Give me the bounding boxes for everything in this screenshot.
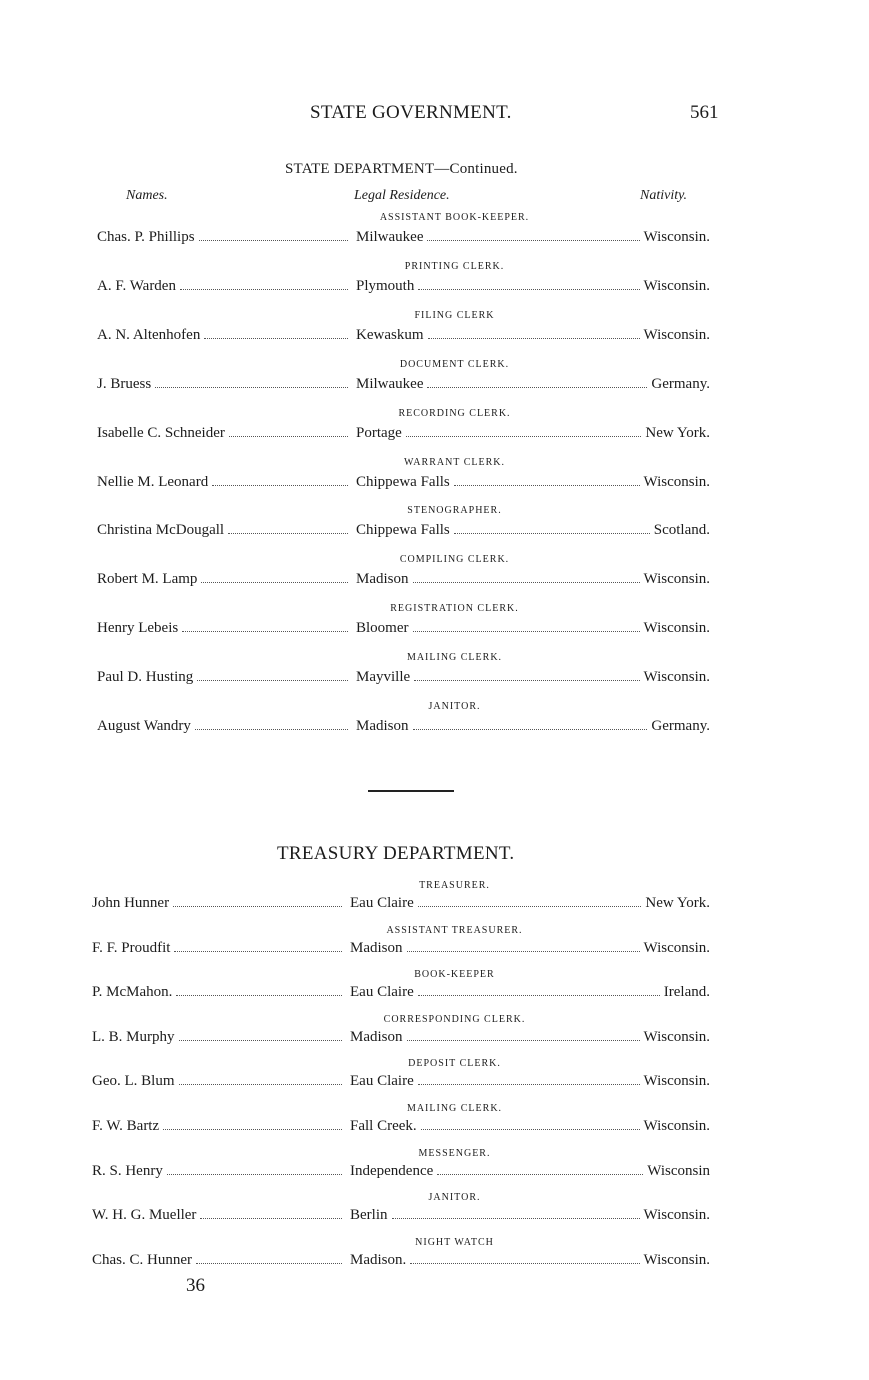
- entry-name-cell: [97, 376, 352, 396]
- entry-residence-cell: [350, 1118, 710, 1138]
- role-heading: REGISTRATION CLERK.: [390, 603, 519, 615]
- dot-leader: [197, 680, 348, 681]
- legal-residence: Eau Claire: [350, 895, 414, 911]
- dot-leader: [173, 906, 342, 907]
- state-department-title: STATE DEPARTMENT—Continued.: [285, 161, 518, 177]
- person-name: August Wandry: [97, 718, 191, 734]
- dot-leader: [199, 240, 348, 241]
- entry-residence-cell: [356, 327, 710, 347]
- legal-residence: Milwaukee: [356, 229, 424, 245]
- column-header-nativity: Nativity.: [640, 188, 688, 203]
- legal-residence: Kewaskum: [356, 326, 424, 343]
- person-name: P. McMahon.: [92, 984, 173, 1001]
- nativity: Wisconsin.: [643, 939, 710, 956]
- entry-name-cell: [97, 278, 352, 298]
- legal-residence: Madison: [356, 571, 409, 588]
- entry-name-cell: [92, 1207, 346, 1227]
- nativity: Wisconsin.: [643, 1028, 710, 1045]
- entry-name-cell: [92, 940, 346, 960]
- dot-leader: [229, 436, 348, 437]
- dot-leader: [163, 1129, 342, 1130]
- entry-residence-cell: [350, 1207, 710, 1227]
- nativity: Wisconsin.: [643, 1251, 710, 1268]
- legal-residence: Eau Claire: [350, 1073, 414, 1090]
- entry-name-cell: [92, 1118, 346, 1138]
- person-name: Christina McDougall: [97, 522, 225, 539]
- entry-name-cell: [97, 474, 352, 494]
- legal-residence: Plymouth: [356, 277, 415, 294]
- person-name: J. Bruess: [97, 375, 152, 392]
- entry-residence-cell: [356, 571, 710, 591]
- role-heading: FILING CLERK: [414, 309, 495, 321]
- nativity: Wisconsin.: [643, 1118, 710, 1134]
- role-heading: CORRESPONDING CLERK.: [383, 1013, 526, 1025]
- entry-name-cell: [92, 895, 346, 915]
- dot-leader: [407, 1040, 640, 1041]
- dot-leader: [228, 533, 348, 534]
- legal-residence: Berlin: [350, 1207, 388, 1224]
- legal-residence: Madison.: [350, 1251, 407, 1268]
- entry-residence-cell: [356, 522, 710, 542]
- role-heading: STENOGRAPHER.: [407, 505, 502, 517]
- person-name: F. F. Proudfit: [92, 939, 171, 956]
- entry-residence-cell: [350, 1163, 710, 1183]
- dot-leader: [167, 1174, 342, 1175]
- nativity: Scotland.: [653, 522, 710, 539]
- nativity: Wisconsin: [647, 1162, 710, 1179]
- entry-residence-cell: [350, 940, 710, 960]
- nativity: Wisconsin.: [643, 229, 710, 245]
- dot-leader: [413, 631, 640, 632]
- dot-leader: [392, 1218, 640, 1219]
- role-heading: RECORDING CLERK.: [398, 407, 511, 419]
- dot-leader: [427, 387, 647, 388]
- entry-name-cell: [97, 571, 352, 591]
- dot-leader: [179, 1084, 343, 1085]
- dot-leader: [454, 533, 650, 534]
- entry-residence-cell: [350, 895, 710, 915]
- signature-mark: 36: [186, 1275, 205, 1296]
- legal-residence: Chippewa Falls: [356, 522, 450, 539]
- entry-name-cell: [97, 718, 352, 738]
- role-heading: MESSENGER.: [418, 1147, 491, 1159]
- nativity: Wisconsin.: [643, 473, 710, 490]
- legal-residence: Mayville: [356, 669, 411, 686]
- dot-leader: [406, 436, 642, 437]
- role-heading: TREASURER.: [419, 880, 490, 891]
- role-heading: MAILING CLERK.: [406, 652, 503, 664]
- entry-residence-cell: [356, 425, 710, 445]
- role-heading: DOCUMENT CLERK.: [399, 358, 510, 370]
- person-name: Robert M. Lamp: [97, 571, 198, 588]
- person-name: W. H. G. Mueller: [92, 1207, 197, 1224]
- legal-residence: Chippewa Falls: [356, 473, 450, 490]
- entry-name-cell: [97, 425, 352, 445]
- person-name: Geo. L. Blum: [92, 1073, 175, 1090]
- nativity: Wisconsin.: [643, 1207, 710, 1224]
- role-heading: DEPOSIT CLERK.: [408, 1058, 501, 1070]
- role-heading: JANITOR.: [428, 701, 481, 712]
- person-name: Paul D. Husting: [97, 669, 194, 686]
- person-name: F. W. Bartz: [92, 1118, 160, 1134]
- dot-leader: [418, 906, 642, 907]
- person-name: John Hunner: [92, 895, 170, 911]
- role-heading: NIGHT WATCH: [415, 1236, 494, 1248]
- role-heading: COMPILING CLERK.: [399, 554, 510, 566]
- nativity: New York.: [645, 424, 710, 441]
- dot-leader: [454, 485, 640, 486]
- dot-leader: [418, 995, 660, 996]
- dot-leader: [428, 338, 640, 339]
- dot-leader: [427, 240, 639, 241]
- entry-name-cell: [97, 669, 352, 689]
- legal-residence: Independence: [350, 1162, 434, 1179]
- entry-name-cell: [92, 1163, 346, 1183]
- dot-leader: [413, 582, 640, 583]
- legal-residence: Madison: [350, 1028, 403, 1045]
- dot-leader: [201, 582, 348, 583]
- entry-name-cell: [92, 1252, 346, 1272]
- dot-leader: [204, 338, 348, 339]
- entry-name-cell: [92, 984, 346, 1004]
- dot-leader: [174, 951, 342, 952]
- dot-leader: [437, 1174, 643, 1175]
- dot-leader: [176, 995, 342, 996]
- dot-leader: [195, 729, 348, 730]
- person-name: A. N. Altenhofen: [97, 326, 201, 343]
- dot-leader: [155, 387, 348, 388]
- person-name: Chas. C. Hunner: [92, 1251, 192, 1268]
- nativity: Wisconsin.: [643, 1073, 710, 1090]
- dot-leader: [182, 631, 348, 632]
- role-heading: JANITOR.: [428, 1192, 481, 1204]
- dot-leader: [196, 1263, 342, 1264]
- entry-residence-cell: [356, 620, 710, 640]
- entry-residence-cell: [350, 1252, 710, 1272]
- entry-name-cell: [97, 522, 352, 542]
- entry-residence-cell: [356, 669, 710, 689]
- dot-leader: [407, 951, 640, 952]
- nativity: Ireland.: [663, 984, 710, 1001]
- role-heading: ASSISTANT BOOK-KEEPER.: [379, 212, 530, 223]
- role-heading: WARRANT CLERK.: [403, 456, 506, 468]
- person-name: Henry Lebeis: [97, 620, 179, 637]
- page-number: 561: [690, 102, 719, 123]
- role-heading: BOOK-KEEPER: [414, 969, 495, 981]
- entry-residence-cell: [356, 376, 710, 396]
- person-name: Nellie M. Leonard: [97, 473, 209, 490]
- legal-residence: Madison: [350, 939, 403, 956]
- nativity: Wisconsin.: [643, 571, 710, 588]
- column-header-names: Names.: [126, 188, 168, 203]
- entry-residence-cell: [356, 229, 710, 249]
- dot-leader: [418, 289, 639, 290]
- person-name: Isabelle C. Schneider: [97, 424, 225, 441]
- entry-name-cell: [97, 229, 352, 249]
- legal-residence: Fall Creek.: [350, 1118, 417, 1134]
- entry-residence-cell: [350, 1073, 710, 1093]
- nativity: Germany.: [651, 718, 710, 734]
- entry-name-cell: [97, 327, 352, 347]
- treasury-department-title: TREASURY DEPARTMENT.: [277, 843, 515, 864]
- nativity: Wisconsin.: [643, 669, 710, 686]
- entry-residence-cell: [356, 278, 710, 298]
- legal-residence: Milwaukee: [356, 375, 424, 392]
- role-heading: ASSISTANT TREASURER.: [386, 924, 523, 936]
- dot-leader: [414, 680, 639, 681]
- entry-residence-cell: [356, 718, 710, 738]
- section-divider: [368, 790, 454, 792]
- person-name: A. F. Warden: [97, 277, 176, 294]
- nativity: New York.: [645, 895, 710, 911]
- legal-residence: Madison: [356, 718, 409, 734]
- entry-residence-cell: [356, 474, 710, 494]
- entry-residence-cell: [350, 984, 710, 1004]
- column-header-residence: Legal Residence.: [354, 188, 450, 203]
- running-head: STATE GOVERNMENT.: [310, 102, 512, 123]
- legal-residence: Portage: [356, 424, 402, 441]
- entry-residence-cell: [350, 1029, 710, 1049]
- nativity: Wisconsin.: [643, 620, 710, 637]
- legal-residence: Eau Claire: [350, 984, 414, 1001]
- person-name: R. S. Henry: [92, 1162, 163, 1179]
- nativity: Germany.: [651, 375, 710, 392]
- dot-leader: [410, 1263, 639, 1264]
- legal-residence: Bloomer: [356, 620, 409, 637]
- person-name: Chas. P. Phillips: [97, 229, 195, 245]
- dot-leader: [418, 1084, 640, 1085]
- nativity: Wisconsin.: [643, 277, 710, 294]
- nativity: Wisconsin.: [643, 326, 710, 343]
- entry-name-cell: [92, 1029, 346, 1049]
- entry-name-cell: [92, 1073, 346, 1093]
- role-heading: PRINTING CLERK.: [404, 260, 505, 272]
- person-name: L. B. Murphy: [92, 1028, 175, 1045]
- entry-name-cell: [97, 620, 352, 640]
- role-heading: MAILING CLERK.: [406, 1103, 503, 1114]
- dot-leader: [212, 485, 348, 486]
- dot-leader: [421, 1129, 640, 1130]
- dot-leader: [179, 1040, 343, 1041]
- dot-leader: [413, 729, 648, 730]
- dot-leader: [180, 289, 348, 290]
- dot-leader: [200, 1218, 342, 1219]
